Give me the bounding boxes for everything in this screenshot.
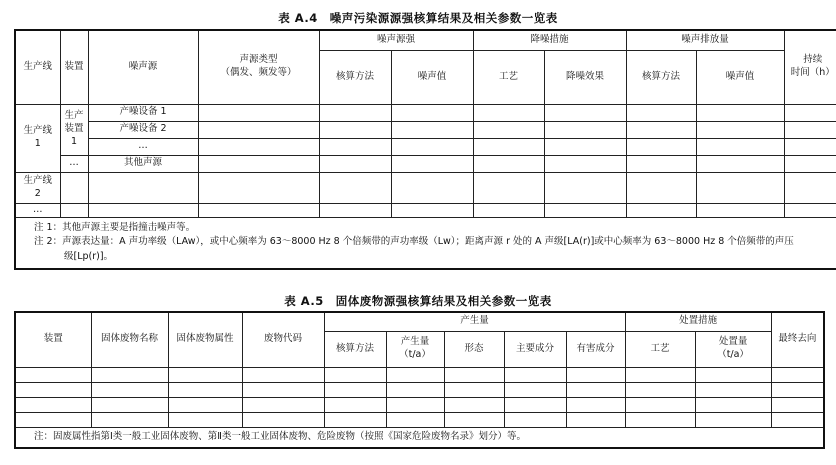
- header-source-type-l2: （偶发、频发等）: [220, 67, 297, 79]
- table-row: [15, 155, 836, 172]
- line-1-cell: [15, 104, 60, 172]
- header-production-amount-l2: （t/a）: [399, 349, 431, 360]
- header-source-type: [198, 30, 319, 104]
- header-calc-method-2: 核算方法: [626, 50, 696, 104]
- table-a4-caption: 表 A.4 噪声污染源源强核算结果及相关参数一览表: [278, 11, 558, 25]
- device-1-l3: 1: [70, 135, 78, 147]
- table-row: [15, 382, 824, 397]
- noise-source-2: 产噪设备 2: [88, 121, 198, 138]
- line-ellipsis: …: [15, 203, 60, 217]
- table-row: [15, 203, 836, 217]
- header-reduction-effect: 降噪效果: [544, 50, 626, 104]
- header-duration-l1: 持续: [803, 54, 823, 66]
- header-waste-name: 固体废物名称: [91, 312, 168, 367]
- header-duration: [784, 30, 836, 104]
- table-row: [15, 367, 824, 382]
- header-production-amount: [386, 331, 444, 367]
- header-main-component: 主要成分: [504, 331, 566, 367]
- line-1-label: 生产线: [23, 125, 52, 137]
- header-production-amount-l1: 产生量: [400, 336, 430, 348]
- header-waste-device: 装置: [15, 312, 91, 367]
- header-disposal: 处置措施: [625, 312, 771, 331]
- device-ellipsis: …: [60, 155, 88, 172]
- line-2-number: 2: [34, 187, 41, 199]
- header-form: 形态: [444, 331, 504, 367]
- header-noise-intensity: 噪声源强: [319, 30, 473, 50]
- header-calc-method: 核算方法: [319, 50, 391, 104]
- table-a4-notes: [15, 217, 836, 269]
- line-1-number: 1: [34, 138, 41, 149]
- solid-waste-table: [14, 311, 825, 449]
- noise-source-ellipsis: …: [88, 138, 198, 155]
- header-disposal-amount-l1: 处置量: [718, 336, 748, 348]
- noise-source-1: 产噪设备 1: [88, 104, 198, 121]
- header-production: 产生量: [324, 312, 625, 331]
- table-row: [15, 121, 836, 138]
- header-noise-source: 噪声源: [88, 30, 198, 104]
- header-noise-emission: 噪声排放量: [626, 30, 784, 50]
- table-row: [15, 138, 836, 155]
- noise-source-table: [14, 29, 836, 270]
- header-noise-value-2: 噪声值: [696, 50, 784, 104]
- table-a5-note: 注：固废属性指第Ⅰ类一般工业固体废物、第Ⅱ类一般工业固体废物、危险废物（按照《国家危险废物名录》划分）等。: [15, 427, 824, 448]
- header-waste-code: 废物代码: [242, 312, 324, 367]
- header-source-type-l1: 声源类型: [239, 54, 278, 66]
- table-row: [15, 397, 824, 412]
- noise-source-other: 其他声源: [88, 155, 198, 172]
- device-1-cell: [60, 104, 88, 155]
- header-device: 装置: [60, 30, 88, 104]
- header-waste-calc-method: 核算方法: [324, 331, 386, 367]
- table-row: [15, 412, 824, 427]
- table-a5-caption: 表 A.5 固体废物源强核算结果及相关参数一览表: [284, 294, 552, 308]
- header-disposal-amount-l2: （t/a）: [717, 349, 749, 360]
- header-process: 工艺: [473, 50, 544, 104]
- header-waste-attr: 固体废物属性: [168, 312, 242, 367]
- line-2-cell: [15, 172, 60, 203]
- note-2-line-1: 注 2：声源表达量：A 声功率级（LAw），或中心频率为 63～8000 Hz 8 个倍频带的声功率级（Lw）；距离声源 r 处的 A 声级[LA(r)]或中心频率为 63～8000 Hz 8 个倍频带的声压: [34, 236, 794, 248]
- note-2-line-2: 级[Lp(r)]。: [64, 251, 114, 263]
- line-2-label: 生产线: [23, 174, 52, 186]
- header-final-destination: 最终去向: [771, 312, 824, 367]
- header-hazardous-component: 有害成分: [566, 331, 625, 367]
- header-disposal-process: 工艺: [625, 331, 695, 367]
- device-1-l1: 生产: [64, 110, 84, 122]
- header-noise-measures: 降噪措施: [473, 30, 626, 50]
- header-disposal-amount: [695, 331, 771, 367]
- header-noise-value: 噪声值: [391, 50, 473, 104]
- device-1-l2: 装置: [64, 123, 84, 135]
- table-row: [15, 172, 836, 203]
- note-1: 注 1：其他声源主要是指撞击噪声等。: [34, 221, 196, 233]
- table-row: [15, 104, 836, 121]
- header-duration-l2: 时间（h）: [790, 67, 835, 79]
- header-line: 生产线: [15, 30, 60, 104]
